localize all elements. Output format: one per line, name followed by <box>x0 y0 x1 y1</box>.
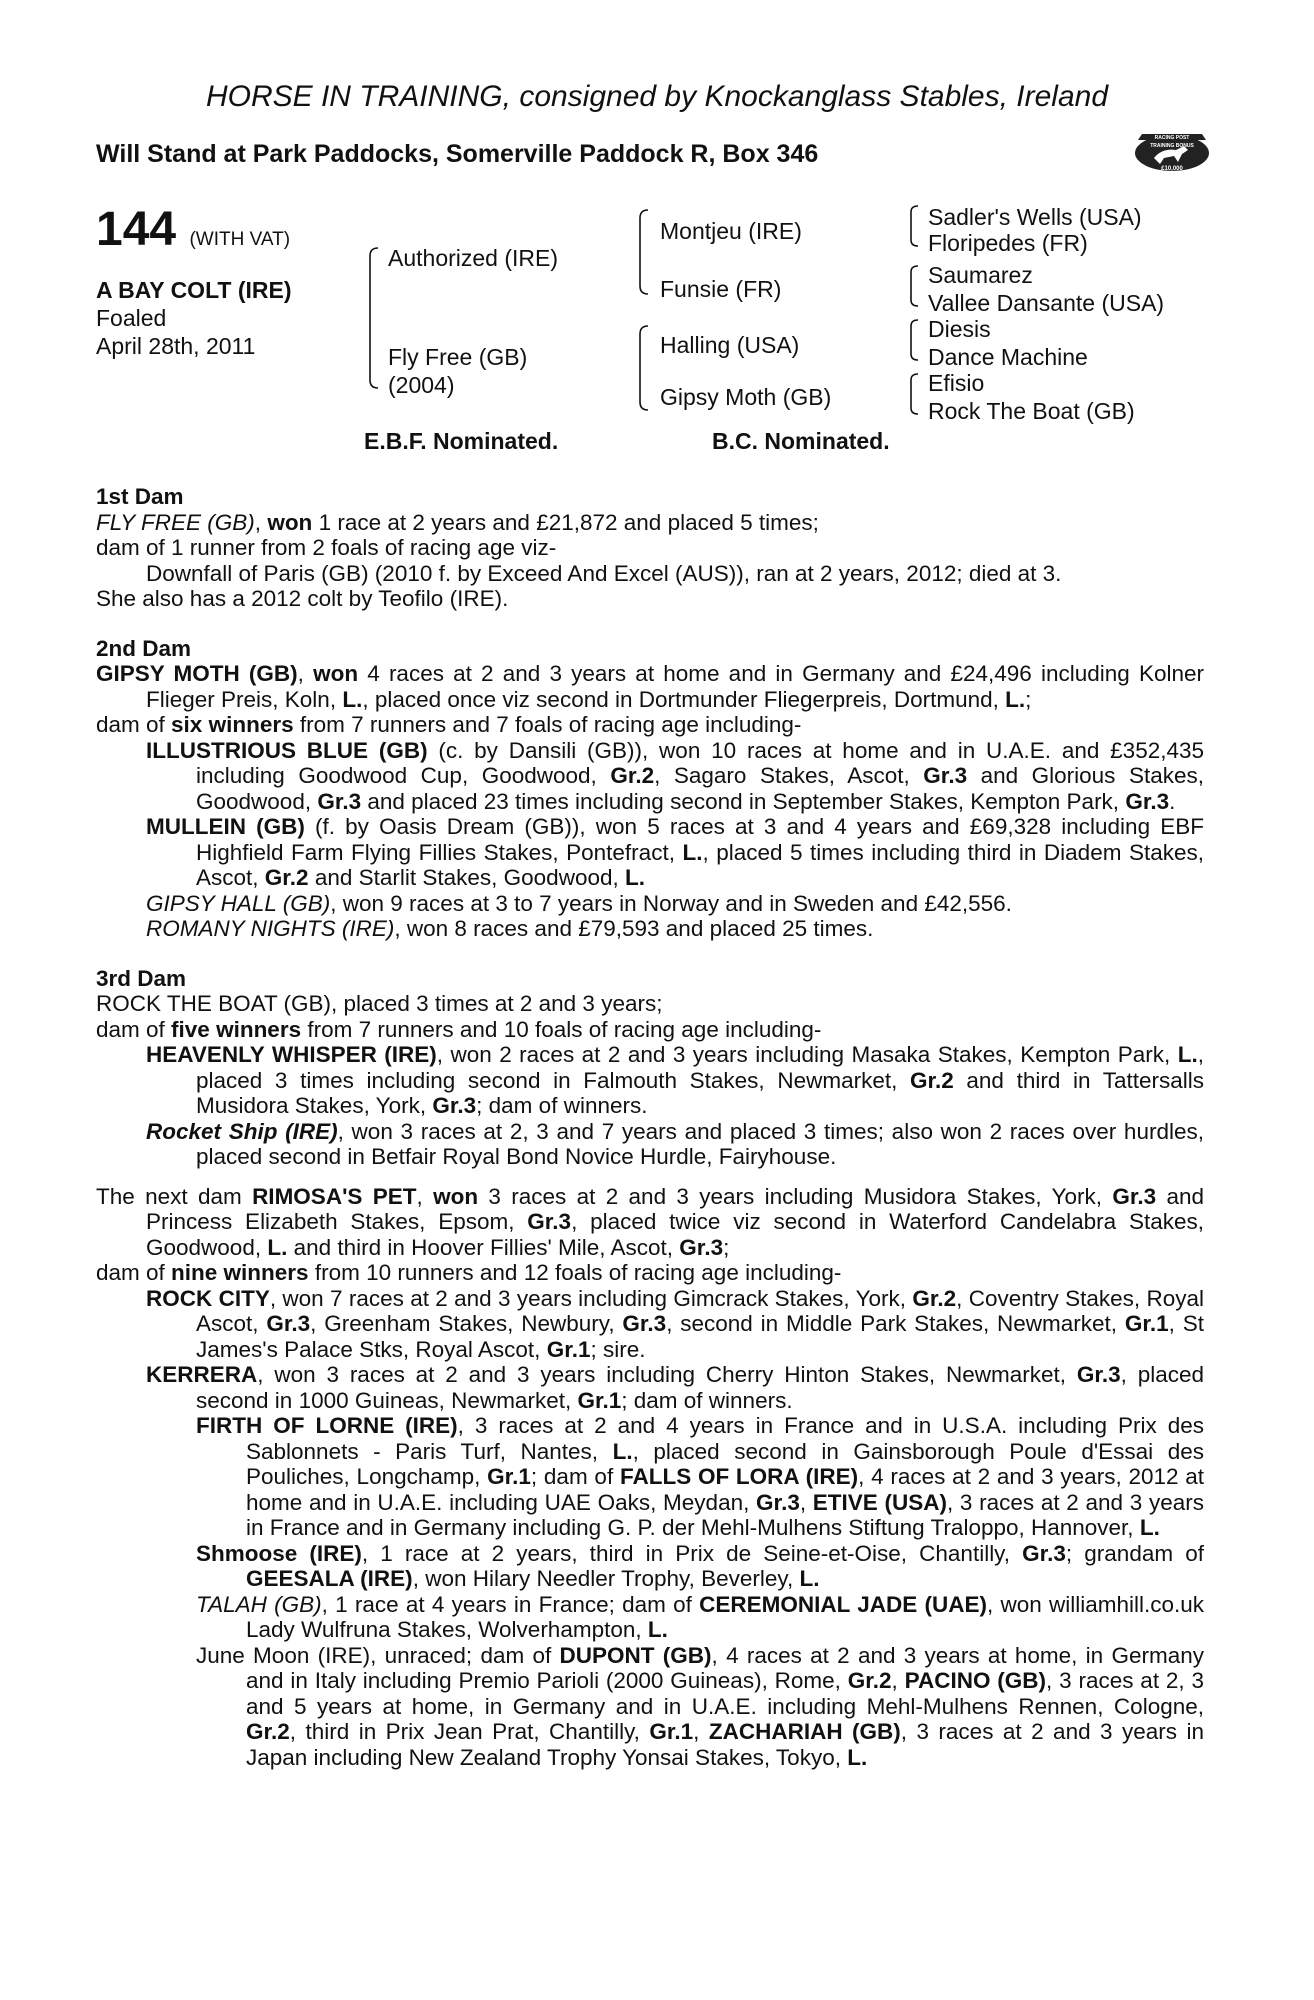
paragraph: MULLEIN (GB) (f. by Oasis Dream (GB)), won 5 races at 3 and 4 years and £69,328 including EBF Highfield Farm Flying Fillies Stakes, Pontefract, L., placed 5 times including third in Diadem Stakes, Ascot, Gr.2 and Starlit Stakes, Goodwood, L. <box>146 814 1204 890</box>
paragraph: dam of six winners from 7 runners and 7 foals of racing age including- <box>96 712 802 737</box>
paragraph: ROCK CITY, won 7 races at 2 and 3 years including Gimcrack Stakes, York, Gr.2, Coventry Stakes, Royal Ascot, Gr.3, Greenham Stakes, Newbury, Gr.3, second in Middle Park Stakes, Newmarket, Gr.1, St James's Palace Stks, Royal Ascot, Gr.1; sire. <box>146 1285 1205 1362</box>
ancestor: Rock The Boat (GB) <box>928 398 1135 424</box>
horse-name: A BAY COLT (IRE) <box>96 277 292 303</box>
paragraph: FIRTH OF LORNE (IRE), 3 races at 2 and 4 years in France and in U.S.A. including Prix des Sablonnets - Paris Turf, Nantes, L., placed second in Gainsborough Poule d'Essai des Pouliches, Longchamp, Gr.1; dam of FALLS OF LORA (IRE), 4 races at 2 and 3 years, 2012 at home and in U.A.E. including UAE Oaks, Meydan, Gr.3, ETIVE (USA), 3 races at 2 and 3 years in France and in Germany including G. P. der Mehl-Mulhens Stiftung Traloppo, Hannover, L. <box>196 1413 1205 1540</box>
svg-text:RACING POST: RACING POST <box>1154 135 1190 141</box>
paragraph: ROMANY NIGHTS (IRE), won 8 races and £79,593 and placed 25 times. <box>146 916 874 941</box>
svg-text:£10,000: £10,000 <box>1161 166 1183 172</box>
paragraph: June Moon (IRE), unraced; dam of DUPONT (GB), 4 races at 2 and 3 years at home, in Germany and in Italy including Premio Parioli (2000 Guineas), Rome, Gr.2, PACINO (GB), 3 races at 2, 3 and 5 years at home, in Germany and in U.A.E. including Mehl-Mulhens Rennen, Cologne, Gr.2, third in Prix Jean Prat, Chantilly, Gr.1, ZACHARIAH (GB), 3 races at 2 and 3 years in Japan including New Zealand Trophy Yonsai Stakes, Tokyo, L. <box>196 1642 1204 1770</box>
ancestor: Vallee Dansante (USA) <box>928 290 1165 316</box>
section-title: 2nd Dam <box>96 635 192 661</box>
dam-year: (2004) <box>388 372 455 398</box>
ancestor: Dance Machine <box>928 344 1088 370</box>
ancestor: Diesis <box>928 316 991 342</box>
paragraph: Downfall of Paris (GB) (2010 f. by Exceed And Excel (AUS)), ran at 2 years, 2012; died at 3. <box>146 560 1062 586</box>
ancestor: Sadler's Wells (USA) <box>928 204 1142 230</box>
dam: Fly Free (GB) <box>388 344 528 370</box>
paragraph: ILLUSTRIOUS BLUE (GB) (c. by Dansili (GB)), won 10 races at home and in U.A.E. and £352,435 including Goodwood Cup, Goodwood, Gr.2, Sagaro Stakes, Ascot, Gr.3 and Glorious Stakes, Goodwood, Gr.3 and placed 23 times including second in September Stakes, Kempton Park, Gr.3. <box>146 737 1205 814</box>
ebf-nominated: E.B.F. Nominated. <box>364 428 559 454</box>
paragraph: KERRERA, won 3 races at 2 and 3 years including Cherry Hinton Stakes, Newmarket, Gr.3, placed second in 1000 Guineas, Newmarket, Gr.1; dam of winners. <box>146 1362 1204 1413</box>
paragraph: dam of 1 runner from 2 foals of racing age viz- <box>96 535 557 560</box>
paragraph: ROCK THE BOAT (GB), placed 3 times at 2 and 3 years; <box>96 991 663 1016</box>
paragraph: dam of nine winners from 10 runners and 12 foals of racing age including- <box>96 1260 842 1285</box>
paragraph: The next dam RIMOSA'S PET, won 3 races at 2 and 3 years including Musidora Stakes, York, Gr.3 and Princess Elizabeth Stakes, Epsom, Gr.3, placed twice viz second in Waterford Candelabra Stakes, Goodwood, L. and third in Hoover Fillies' Mile, Ascot, Gr.3; <box>96 1183 1204 1260</box>
sire-dam: Funsie (FR) <box>660 276 782 302</box>
ancestor: Efisio <box>928 370 985 396</box>
paragraph: TALAH (GB), 1 race at 4 years in France; dam of CEREMONIAL JADE (UAE), won williamhill.co.uk Lady Wulfruna Stakes, Wolverhampton, L. <box>196 1591 1204 1642</box>
dam-sire: Halling (USA) <box>660 332 800 358</box>
section-title: 3rd Dam <box>96 965 187 991</box>
sire: Authorized (IRE) <box>388 245 559 271</box>
dam-dam: Gipsy Moth (GB) <box>660 384 832 410</box>
paragraph: Rocket Ship (IRE), won 3 races at 2, 3 and 7 years and placed 3 times; also won 2 races over hurdles, placed second in Betfair Royal Bond Novice Hurdle, Fairyhouse. <box>146 1118 1204 1169</box>
section-title: 1st Dam <box>96 484 184 509</box>
bc-nominated: B.C. Nominated. <box>712 428 890 454</box>
paragraph: GIPSY MOTH (GB), won 4 races at 2 and 3 years at home and in Germany and £24,496 including Kolner Flieger Preis, Koln, L., placed once viz second in Dortmunder Fliegerpreis, Dortmund, L.; <box>96 661 1204 712</box>
sire-sire: Montjeu (IRE) <box>660 218 802 244</box>
svg-text:TRAINING BONUS: TRAINING BONUS <box>1150 143 1194 149</box>
paragraph: FLY FREE (GB), won 1 race at 2 years and £21,872 and placed 5 times; <box>96 509 819 535</box>
paragraph: Shmoose (IRE), 1 race at 2 years, third in Prix de Seine-et-Oise, Chantilly, Gr.3; grandam of GEESALA (IRE), won Hilary Needler Trophy, Beverley, L. <box>196 1540 1204 1591</box>
ancestor: Floripedes (FR) <box>928 230 1088 256</box>
foaled-label: Foaled <box>96 305 167 331</box>
vat-note: (WITH VAT) <box>189 229 291 250</box>
ancestor: Saumarez <box>928 262 1033 288</box>
catalogue-page <box>96 474 1204 1770</box>
paragraph: dam of five winners from 7 runners and 10 foals of racing age including- <box>96 1016 822 1042</box>
page-title: HORSE IN TRAINING, consigned by Knockanglass Stables, Ireland <box>205 80 1109 113</box>
paragraph: HEAVENLY WHISPER (IRE), won 2 races at 2 and 3 years including Masaka Stakes, Kempton Park, L., placed 3 times including second in Falmouth Stakes, Newmarket, Gr.2 and third in Tattersalls Musidora Stakes, York, Gr.3; dam of winners. <box>146 1042 1204 1118</box>
paragraph: GIPSY HALL (GB), won 9 races at 3 to 7 years in Norway and in Sweden and £42,556. <box>146 890 1012 916</box>
paragraph: She also has a 2012 colt by Teofilo (IRE). <box>96 586 509 611</box>
foaled-date: April 28th, 2011 <box>96 333 256 359</box>
stand-location: Will Stand at Park Paddocks, Somerville Paddock R, Box 346 <box>96 140 819 168</box>
lot-number: 144 (WITH VAT) <box>96 203 291 256</box>
